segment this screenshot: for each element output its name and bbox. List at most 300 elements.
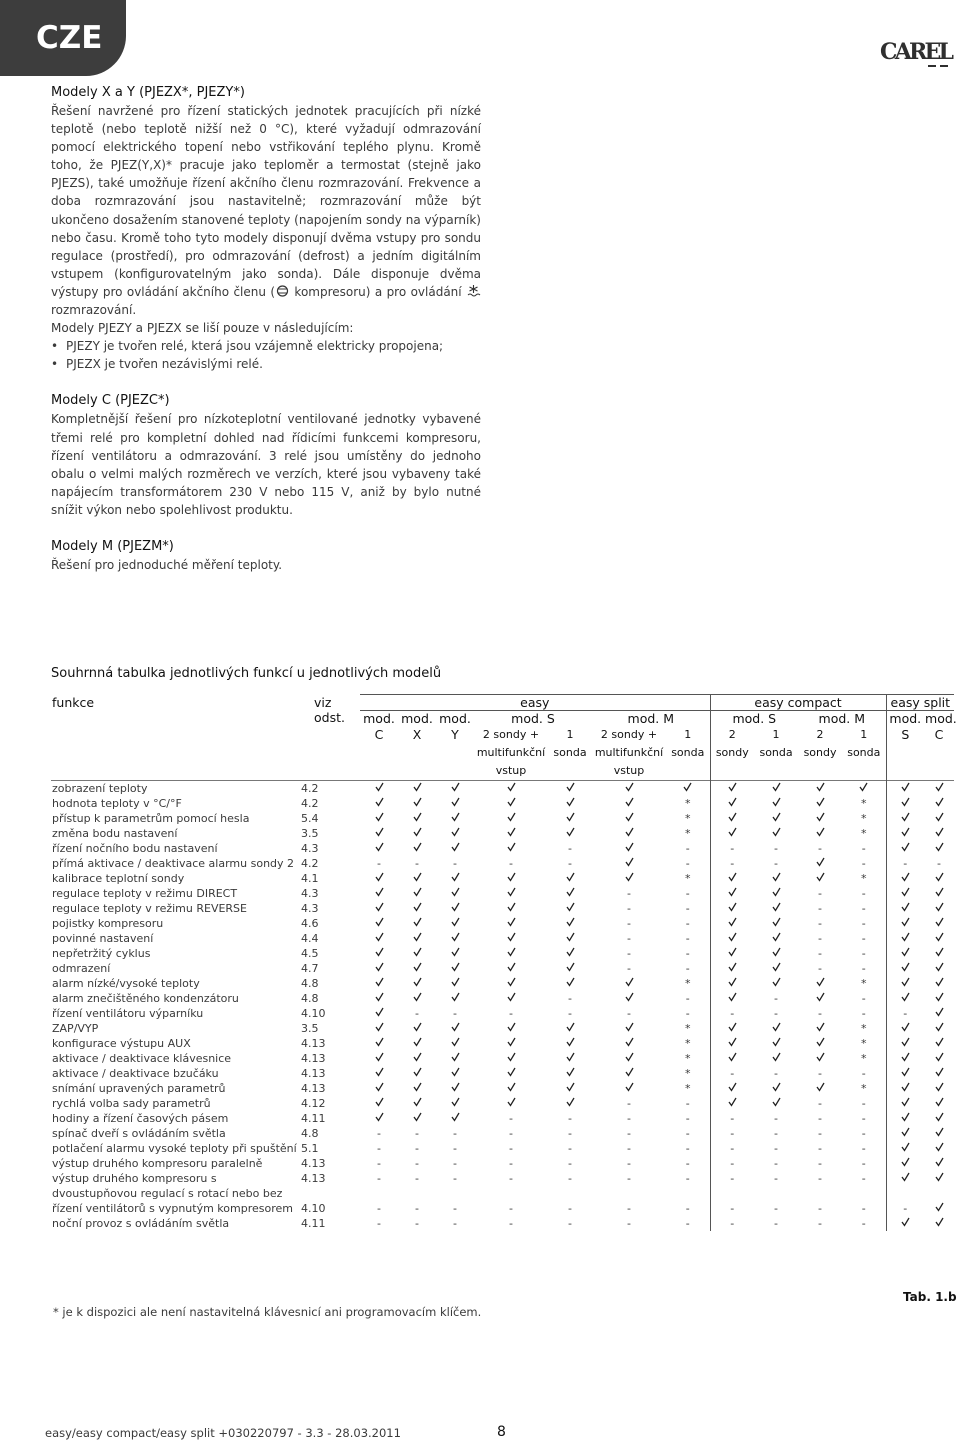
table-row	[51, 991, 954, 1006]
check-icon	[398, 1066, 436, 1081]
table-row	[51, 1156, 954, 1171]
cell-value: -	[685, 1202, 690, 1215]
header-model-x: X	[412, 727, 422, 742]
check-icon	[901, 1217, 910, 1227]
footnote: * je k dispozici ale není nastavitelná klávesnicí ani programovacím klíčem.	[53, 1305, 482, 1319]
cell-value: -	[774, 857, 779, 870]
check-icon	[592, 781, 666, 797]
table-row	[51, 946, 954, 961]
check-icon	[710, 811, 754, 826]
check-icon	[816, 812, 825, 822]
cell-value: -	[818, 1097, 823, 1110]
section-c	[51, 392, 481, 519]
check-icon	[592, 796, 666, 811]
check-icon	[507, 1037, 516, 1047]
check-icon	[935, 947, 944, 957]
cell-value: -	[627, 902, 631, 915]
cell-value: -	[818, 1157, 823, 1170]
check-icon	[754, 826, 798, 841]
check-icon	[507, 1067, 516, 1077]
check-icon	[772, 1022, 781, 1032]
check-icon	[924, 901, 954, 916]
check-icon	[859, 782, 868, 792]
check-icon	[566, 1067, 575, 1077]
check-icon	[413, 797, 422, 807]
cell-value: *	[861, 812, 867, 825]
table-row	[51, 1216, 954, 1231]
table-row	[51, 916, 954, 931]
cell-value: -	[377, 1157, 381, 1170]
cell-value: -	[453, 1217, 457, 1230]
cell-value: -	[453, 1157, 457, 1170]
check-icon	[924, 886, 954, 901]
check-icon	[901, 947, 910, 957]
check-icon	[710, 1096, 754, 1111]
check-icon	[548, 976, 592, 991]
check-icon	[566, 962, 575, 972]
check-icon	[507, 872, 516, 882]
check-icon	[375, 812, 384, 822]
header-mod: mod.	[360, 711, 398, 727]
check-icon	[710, 871, 754, 886]
check-icon	[772, 917, 781, 927]
check-icon	[451, 1097, 460, 1107]
cell-value: -	[685, 887, 690, 900]
check-icon	[710, 796, 754, 811]
cell-value: -	[568, 1202, 572, 1215]
check-icon	[451, 1082, 460, 1092]
cell-value: -	[818, 932, 823, 945]
check-icon	[592, 841, 666, 856]
cell-value: -	[377, 1127, 381, 1140]
check-icon	[901, 887, 910, 897]
check-icon	[474, 826, 548, 841]
check-icon	[886, 841, 924, 856]
check-icon	[924, 826, 954, 841]
table-ref: Tab. 1.b	[903, 1290, 957, 1304]
check-icon	[935, 1217, 944, 1227]
check-icon	[901, 962, 910, 972]
header-easy-split: easy split	[886, 695, 954, 711]
check-icon	[728, 977, 737, 987]
check-icon	[436, 931, 474, 946]
cell-value: -	[685, 1142, 690, 1155]
cell-value: -	[861, 1097, 866, 1110]
check-icon	[360, 1111, 398, 1126]
check-icon	[474, 991, 548, 1006]
text-part: kompresoru) a pro ovládání	[290, 284, 466, 299]
section-title: Modely M (PJEZM*)	[51, 538, 174, 554]
check-icon	[436, 1111, 474, 1126]
check-icon	[772, 797, 781, 807]
list-item: • PJEZY je tvořen relé, která jsou vzájemně elektricky propojena;	[51, 337, 481, 355]
check-icon	[728, 947, 737, 957]
cell-value: -	[818, 1172, 823, 1185]
function-name: snímání upravených parametrů	[52, 1082, 226, 1095]
check-icon	[398, 796, 436, 811]
cell-value: -	[774, 1217, 779, 1230]
table-row	[51, 1201, 954, 1216]
function-ref: 4.11	[301, 1217, 326, 1230]
check-icon	[935, 842, 944, 852]
check-icon	[592, 1021, 666, 1036]
check-icon	[360, 811, 398, 826]
check-icon	[886, 1096, 924, 1111]
check-icon	[436, 916, 474, 931]
function-ref: 4.3	[301, 842, 319, 855]
function-name: hodiny a řízení časových pásem	[52, 1112, 229, 1125]
cell-value: *	[861, 1037, 867, 1050]
check-icon	[566, 827, 575, 837]
header-sub: 1 sonda	[759, 728, 793, 759]
check-icon	[728, 812, 737, 822]
check-icon	[935, 1112, 944, 1122]
function-name: konfigurace výstupu AUX	[52, 1037, 191, 1050]
check-icon	[924, 1051, 954, 1066]
function-name: aktivace / deaktivace klávesnice	[52, 1052, 232, 1065]
check-icon	[798, 976, 842, 991]
table-row	[51, 961, 954, 976]
check-icon	[886, 916, 924, 931]
check-icon	[935, 782, 944, 792]
check-icon	[451, 932, 460, 942]
check-icon	[935, 872, 944, 882]
check-icon	[474, 976, 548, 991]
cell-value: *	[685, 1037, 691, 1050]
function-name: noční provoz s ovládáním světla	[52, 1217, 230, 1230]
check-icon	[548, 901, 592, 916]
check-icon	[375, 962, 384, 972]
function-name: ZAP/VYP	[52, 1022, 99, 1035]
cell-value: -	[568, 857, 572, 870]
cell-value: -	[627, 1112, 631, 1125]
function-table	[51, 694, 957, 1231]
function-ref: 4.4	[301, 932, 319, 945]
check-icon	[398, 991, 436, 1006]
section-text: Řešení pro jednoduché měření teploty.	[51, 557, 283, 572]
section-text	[51, 102, 481, 319]
cell-value: -	[861, 992, 866, 1005]
check-icon	[413, 842, 422, 852]
table-row	[51, 871, 954, 886]
table-row	[51, 826, 954, 841]
check-icon	[924, 1216, 954, 1231]
check-icon	[901, 1172, 910, 1182]
check-icon	[772, 872, 781, 882]
check-icon	[886, 1156, 924, 1171]
cell-value: -	[509, 1172, 513, 1185]
check-icon	[924, 1156, 954, 1171]
compressor-icon	[275, 285, 290, 297]
check-icon	[398, 1096, 436, 1111]
check-icon	[451, 887, 460, 897]
check-icon	[436, 871, 474, 886]
cell-value: -	[627, 1157, 631, 1170]
check-icon	[436, 796, 474, 811]
cell-value: -	[568, 1157, 572, 1170]
function-name: výstup druhého kompresoru s dvoustupňovou regulací s rotací nebo bez	[52, 1172, 283, 1200]
check-icon	[710, 931, 754, 946]
check-icon	[798, 991, 842, 1006]
check-icon	[935, 827, 944, 837]
check-icon	[816, 1082, 825, 1092]
check-icon	[592, 991, 666, 1006]
cell-value: -	[685, 1097, 690, 1110]
header-easy: easy	[360, 695, 710, 711]
cell-value: -	[627, 1217, 631, 1230]
check-icon	[375, 782, 384, 792]
cell-value: *	[685, 977, 691, 990]
check-icon	[754, 886, 798, 901]
check-icon	[728, 782, 737, 792]
check-icon	[816, 992, 825, 1002]
function-name: řízení ventilátoru výparníku	[52, 1007, 204, 1020]
check-icon	[816, 782, 825, 792]
cell-value: *	[861, 1052, 867, 1065]
check-icon	[451, 1022, 460, 1032]
check-icon	[548, 1096, 592, 1111]
check-icon	[886, 1171, 924, 1201]
check-icon	[886, 1141, 924, 1156]
check-icon	[375, 887, 384, 897]
table-row	[51, 796, 954, 811]
function-ref: 3.5	[301, 1022, 319, 1035]
header-row	[51, 726, 954, 781]
function-ref: 4.13	[301, 1037, 326, 1050]
defrost-icon	[466, 285, 481, 297]
check-icon	[451, 947, 460, 957]
check-icon	[398, 811, 436, 826]
check-icon	[436, 1051, 474, 1066]
check-icon	[772, 1052, 781, 1062]
check-icon	[451, 872, 460, 882]
function-ref: 4.5	[301, 947, 319, 960]
check-icon	[413, 962, 422, 972]
header-sub: 2 sondy	[803, 728, 837, 759]
check-icon	[398, 901, 436, 916]
cell-value: -	[509, 1217, 513, 1230]
header-sub: 1 sonda	[671, 728, 705, 759]
check-icon	[413, 1067, 422, 1077]
cell-value: -	[685, 1007, 690, 1020]
cell-value: -	[861, 962, 866, 975]
table-row	[51, 976, 954, 991]
check-icon	[360, 991, 398, 1006]
check-icon	[375, 872, 384, 882]
check-icon	[772, 947, 781, 957]
check-icon	[566, 947, 575, 957]
check-icon	[935, 977, 944, 987]
carel-logo	[880, 38, 954, 70]
check-icon	[728, 872, 737, 882]
carel-logo-text: CAREL	[880, 39, 954, 65]
check-icon	[625, 1037, 634, 1047]
table-row	[51, 886, 954, 901]
cell-value: *	[685, 1022, 691, 1035]
cell-value: -	[568, 1127, 572, 1140]
check-icon	[901, 932, 910, 942]
check-icon	[772, 782, 781, 792]
function-name: řízení nočního bodu nastavení	[52, 842, 218, 855]
check-icon	[507, 812, 516, 822]
check-icon	[772, 1097, 781, 1107]
function-ref: 3.5	[301, 827, 319, 840]
check-icon	[548, 916, 592, 931]
cell-value: -	[818, 917, 823, 930]
cell-value: -	[861, 1172, 866, 1185]
page-number: 8	[497, 1424, 506, 1440]
cell-value: -	[568, 992, 572, 1005]
check-icon	[901, 827, 910, 837]
table-row	[51, 856, 954, 871]
language-tab	[0, 0, 126, 76]
cell-value: -	[453, 1142, 457, 1155]
check-icon	[754, 1096, 798, 1111]
cell-value: -	[818, 902, 823, 915]
check-icon	[451, 827, 460, 837]
check-icon	[798, 826, 842, 841]
check-icon	[924, 1006, 954, 1021]
table-row	[51, 1126, 954, 1141]
check-icon	[935, 1172, 944, 1182]
cell-value: *	[685, 1052, 691, 1065]
check-icon	[625, 1082, 634, 1092]
check-icon	[507, 932, 516, 942]
check-icon	[924, 841, 954, 856]
check-icon	[625, 797, 634, 807]
cell-value: -	[453, 1127, 457, 1140]
cell-value: -	[710, 1156, 754, 1171]
cell-value: *	[685, 1082, 691, 1095]
cell-value: -	[886, 856, 924, 871]
function-ref: 4.8	[301, 992, 319, 1005]
check-icon	[754, 871, 798, 886]
check-icon	[924, 1126, 954, 1141]
check-icon	[754, 961, 798, 976]
check-icon	[901, 1097, 910, 1107]
header-row	[51, 695, 954, 711]
check-icon	[474, 946, 548, 961]
check-icon	[436, 841, 474, 856]
check-icon	[924, 976, 954, 991]
header-mod: mod.	[886, 711, 924, 727]
check-icon	[436, 781, 474, 797]
function-ref: 5.1	[301, 1142, 319, 1155]
check-icon	[728, 992, 737, 1002]
cell-value: -	[861, 932, 866, 945]
check-icon	[728, 827, 737, 837]
section-title: Modely C (PJEZC*)	[51, 393, 170, 409]
check-icon	[886, 886, 924, 901]
function-name: nepřetržitý cyklus	[52, 947, 151, 960]
check-icon	[507, 797, 516, 807]
header-sub: 1 sonda	[847, 728, 881, 759]
check-icon	[935, 1097, 944, 1107]
check-icon	[413, 1052, 422, 1062]
function-name: zobrazení teploty	[51, 781, 300, 797]
cell-value: -	[774, 1007, 779, 1020]
check-icon	[924, 796, 954, 811]
check-icon	[625, 842, 634, 852]
check-icon	[360, 1021, 398, 1036]
function-ref: 4.11	[301, 1112, 326, 1125]
table-row	[51, 781, 954, 797]
check-icon	[901, 992, 910, 1002]
check-icon	[816, 1052, 825, 1062]
check-icon	[754, 946, 798, 961]
check-icon	[625, 992, 634, 1002]
check-icon	[754, 1021, 798, 1036]
check-icon	[375, 827, 384, 837]
check-icon	[548, 961, 592, 976]
header-mod-s: mod. S	[710, 711, 798, 727]
check-icon	[451, 917, 460, 927]
check-icon	[935, 1202, 944, 1212]
check-icon	[842, 781, 886, 797]
cell-value: -	[627, 932, 631, 945]
function-ref: 4.3	[301, 887, 319, 900]
check-icon	[507, 992, 516, 1002]
check-icon	[772, 977, 781, 987]
check-icon	[451, 842, 460, 852]
check-icon	[886, 1066, 924, 1081]
function-ref: 4.12	[301, 1097, 326, 1110]
cell-value: -	[818, 1067, 823, 1080]
check-icon	[935, 1067, 944, 1077]
cell-value: -	[818, 962, 823, 975]
header-sub: 1 sonda	[553, 728, 587, 759]
check-icon	[710, 961, 754, 976]
check-icon	[592, 1051, 666, 1066]
header-model-s: S	[886, 726, 924, 781]
check-icon	[728, 1052, 737, 1062]
check-icon	[886, 931, 924, 946]
table-row	[51, 811, 954, 826]
check-icon	[451, 902, 460, 912]
cell-value: -	[377, 1202, 381, 1215]
check-icon	[754, 811, 798, 826]
cell-value: -	[861, 902, 866, 915]
check-icon	[625, 782, 634, 792]
cell-value: *	[685, 827, 691, 840]
check-icon	[924, 991, 954, 1006]
cell-value: -	[415, 1157, 419, 1170]
cell-value: -	[568, 1112, 572, 1125]
cell-value: -	[861, 1202, 866, 1215]
check-icon	[451, 1112, 460, 1122]
check-icon	[886, 991, 924, 1006]
check-icon	[474, 931, 548, 946]
cell-value: -	[710, 1066, 754, 1081]
check-icon	[886, 811, 924, 826]
check-icon	[474, 901, 548, 916]
check-icon	[710, 1081, 754, 1096]
function-ref: 4.2	[300, 781, 360, 797]
check-icon	[375, 1022, 384, 1032]
check-icon	[935, 797, 944, 807]
check-icon	[798, 871, 842, 886]
check-icon	[924, 1171, 954, 1201]
check-icon	[474, 781, 548, 797]
check-icon	[798, 796, 842, 811]
check-icon	[710, 976, 754, 991]
cell-value: -	[627, 962, 631, 975]
check-icon	[625, 857, 634, 867]
check-icon	[398, 1021, 436, 1036]
check-icon	[398, 841, 436, 856]
table-row	[51, 1006, 954, 1021]
language-label: CZE	[36, 20, 103, 56]
